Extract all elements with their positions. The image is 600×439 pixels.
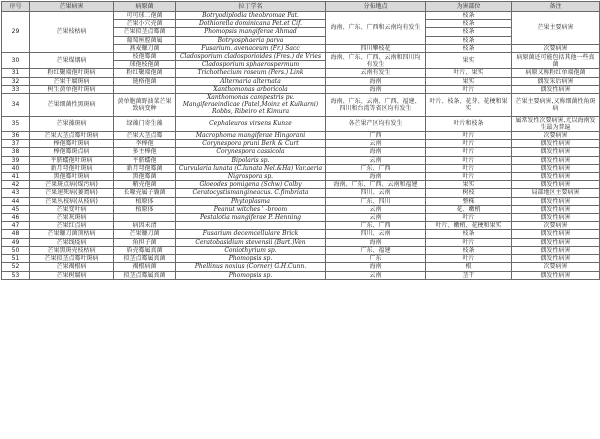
row-latin: Alternaria alternata bbox=[176, 77, 326, 85]
row-latin: Cladosporium cladosporioides (Fres.) de Vries bbox=[176, 53, 326, 61]
row-disease: 芒果丛枝病(从枝病) bbox=[30, 197, 114, 205]
table-row bbox=[2, 148, 600, 156]
row-part: 枝条 bbox=[426, 230, 512, 238]
row-location: 广东 bbox=[326, 255, 426, 263]
row-location: 广东、福建 bbox=[326, 246, 426, 254]
row-disease: 芒果煤烟病 bbox=[30, 53, 114, 69]
row-remark: 偶发性病害 bbox=[512, 197, 600, 205]
row-latin: Peanut witches ' -broom bbox=[176, 205, 326, 213]
row-remark: 芒果主要病害 bbox=[512, 12, 600, 45]
row-disease: 芒果细菌性黑斑病 bbox=[30, 94, 114, 117]
row-latin: Phellinus noxius (Corner) G.H.Cunn. bbox=[176, 263, 326, 271]
row-remark: 偶发性病害 bbox=[512, 173, 600, 181]
row-latin: Corynespora pruni Berk & Curt bbox=[176, 140, 326, 148]
row-latin: Ceratobasidium stevensii (Burt.)Ven bbox=[176, 238, 326, 246]
row-part: 枝条 bbox=[426, 44, 512, 52]
row-pathogen: 褐根病菌 bbox=[114, 263, 176, 271]
row-part: 花、嫩梢 bbox=[426, 205, 512, 213]
row-disease: 树生黄单孢叶斑病 bbox=[30, 85, 114, 93]
row-pathogen: 绿藻门寄生藻 bbox=[114, 116, 176, 131]
col-location: 分布地点 bbox=[326, 2, 426, 12]
row-remark: 偶发性病害 bbox=[512, 205, 600, 213]
table-row bbox=[2, 214, 600, 222]
row-remark: 偶发性病害 bbox=[512, 164, 600, 172]
table-row bbox=[2, 189, 600, 197]
row-pathogen bbox=[114, 214, 176, 222]
row-disease: 棒孢霉叶斑病 bbox=[30, 140, 114, 148]
row-location: 云南 bbox=[326, 140, 426, 148]
row-no: 35 bbox=[2, 116, 30, 131]
row-remark: 偶发采后病害 bbox=[512, 77, 600, 85]
row-remark: 偶发性病害 bbox=[512, 214, 600, 222]
row-part: 叶片 bbox=[426, 173, 512, 181]
table-row bbox=[2, 164, 600, 172]
row-no: 47 bbox=[2, 222, 30, 230]
row-part: 叶片 bbox=[426, 255, 512, 263]
row-no: 48 bbox=[2, 230, 30, 238]
row-location: 四川、云南 bbox=[326, 189, 426, 197]
row-remark: 次要病害 bbox=[512, 222, 600, 230]
row-location: 四川攀枝花 bbox=[326, 44, 426, 52]
row-no: 53 bbox=[2, 271, 30, 279]
row-no: 43 bbox=[2, 189, 30, 197]
row-part: 叶片、果实 bbox=[426, 69, 512, 77]
row-disease: 平脐蠕孢叶斑病 bbox=[30, 156, 114, 164]
row-part: 树枝 bbox=[426, 189, 512, 197]
row-location: 云南有发生 bbox=[326, 69, 426, 77]
row-no: 40 bbox=[2, 164, 30, 172]
row-latin: Phomopsis sp. bbox=[176, 271, 326, 279]
row-location: 海南 bbox=[326, 263, 426, 271]
row-pathogen: 鞘壳孢菌 bbox=[114, 181, 176, 189]
row-latin: Trichothecium roseum (Pers.) Link bbox=[176, 69, 326, 77]
row-latin: Pestalotia mangiferae P. Henning bbox=[176, 214, 326, 222]
row-disease: 芒果灰斑病 bbox=[30, 214, 114, 222]
row-latin: Cephaleuros virsens Kunze bbox=[176, 116, 326, 131]
row-remark: 偶发性病害 bbox=[512, 246, 600, 254]
row-pathogen: 植原体 bbox=[114, 197, 176, 205]
row-latin: Botryodiplodia theobromae Pat. bbox=[176, 12, 326, 20]
row-location: 云南 bbox=[326, 156, 426, 164]
table-row bbox=[2, 181, 600, 189]
row-part: 果实 bbox=[426, 77, 512, 85]
row-no: 42 bbox=[2, 181, 30, 189]
row-part: 叶片 bbox=[426, 132, 512, 140]
row-part: 茎干 bbox=[426, 271, 512, 279]
row-latin: Nigrospora sp. bbox=[176, 173, 326, 181]
row-remark: 病原又称粉红单端孢菌 bbox=[512, 69, 600, 77]
row-location: 云南 bbox=[326, 214, 426, 222]
row-remark: 偶发性病害 bbox=[512, 255, 600, 263]
col-part: 为害部位 bbox=[426, 2, 512, 12]
row-pathogen: 可可球二孢菌 bbox=[114, 12, 176, 20]
row-disease: 芒果褐根病 bbox=[30, 263, 114, 271]
col-remark: 备注 bbox=[512, 2, 600, 12]
row-part: 根 bbox=[426, 263, 512, 271]
row-latin: Fusarium decemcellulare Brick bbox=[176, 230, 326, 238]
row-location: 海南、广东、云南、广西、福建、四川和台湾等省区均有发生 bbox=[326, 94, 426, 117]
table-row bbox=[2, 246, 600, 254]
table-row bbox=[2, 255, 600, 263]
row-latin bbox=[176, 222, 326, 230]
table-row bbox=[2, 132, 600, 140]
row-pathogen bbox=[114, 85, 176, 93]
row-latin: Curvularia lunata (C.lunata Nel.&Ha) Var.aeria bbox=[176, 164, 326, 172]
row-disease: 芒果速死病(萎蔫病) bbox=[30, 189, 114, 197]
disease-table bbox=[1, 1, 600, 280]
row-latin: Phomopsis mangiferae Ahmad bbox=[176, 28, 326, 36]
row-part: 叶片、嫩梢、花梗和果实 bbox=[426, 222, 512, 230]
row-disease: 新月弯孢叶斑病 bbox=[30, 164, 114, 172]
row-latin: Gloeodes pomigena (Schw) Colby bbox=[176, 181, 326, 189]
row-remark: 次要病害 bbox=[512, 132, 600, 140]
row-pathogen: 李棒孢 bbox=[114, 140, 176, 148]
row-remark: 属常发性次要病害,尤以海南发生最为普遍 bbox=[512, 116, 600, 131]
row-location: 海南 bbox=[326, 85, 426, 93]
row-no: 36 bbox=[2, 132, 30, 140]
row-no: 46 bbox=[2, 214, 30, 222]
row-disease: 芒果红点病 bbox=[30, 222, 114, 230]
row-latin: Corynespora cassicola bbox=[176, 148, 326, 156]
row-location: 海南 bbox=[326, 238, 426, 246]
table-row bbox=[2, 156, 600, 164]
col-no: 序号 bbox=[2, 2, 30, 12]
row-pathogen: 芒果镰刀菌 bbox=[114, 230, 176, 238]
row-latin: Macrophoma mangiferae Hingorani bbox=[176, 132, 326, 140]
col-pathogen: 病原菌 bbox=[114, 2, 176, 12]
row-pathogen: 拟茎点霉属真菌 bbox=[114, 255, 176, 263]
header-row bbox=[2, 2, 600, 12]
row-no: 37 bbox=[2, 140, 30, 148]
row-no: 52 bbox=[2, 263, 30, 271]
row-remark: 偶发性病害 bbox=[512, 85, 600, 93]
table-row bbox=[2, 173, 600, 181]
row-latin: Phomopsis sp. bbox=[176, 255, 326, 263]
table-row bbox=[2, 222, 600, 230]
row-no: 49 bbox=[2, 238, 30, 246]
row-pathogen: 黑孢霉菌 bbox=[114, 173, 176, 181]
row-no: 41 bbox=[2, 173, 30, 181]
row-part: 叶片 bbox=[426, 85, 512, 93]
row-location: 海南、广东、广西和云南均有发生 bbox=[326, 12, 426, 45]
row-latin: Phytoplasma bbox=[176, 197, 326, 205]
col-latin: 拉丁学名 bbox=[176, 2, 326, 12]
table-row bbox=[2, 140, 600, 148]
row-latin: Dothiorella dominicana Pet.et Cif. bbox=[176, 20, 326, 28]
row-disease: 芒果变叶病 bbox=[30, 205, 114, 213]
row-part: 叶片 bbox=[426, 214, 512, 222]
row-latin: Fusarium. avenaceum (Fr.) Sacc bbox=[176, 44, 326, 52]
row-pathogen: 枝孢霉菌 bbox=[114, 53, 176, 61]
row-location: 广东、广西 bbox=[326, 222, 426, 230]
row-pathogen: 平脐蠕孢 bbox=[114, 156, 176, 164]
row-latin: Ceratocystismangineacus. C.fimbriata bbox=[176, 189, 326, 197]
row-pathogen: 芒果大茎点霉 bbox=[114, 132, 176, 140]
row-disease: 芒果黑斑壳枝枯病 bbox=[30, 246, 114, 254]
row-no: 45 bbox=[2, 205, 30, 213]
row-remark: 次要病害 bbox=[512, 263, 600, 271]
row-remark: 次要病害 bbox=[512, 44, 600, 52]
row-remark: 偶发性病害 bbox=[512, 148, 600, 156]
row-no: 33 bbox=[2, 85, 30, 93]
row-latin: Coniothyrium sp. bbox=[176, 246, 326, 254]
row-remark: 偶发性病害 bbox=[512, 140, 600, 148]
row-part: 枝条 bbox=[426, 36, 512, 44]
row-disease: 粉红聚端孢叶斑病 bbox=[30, 69, 114, 77]
row-part: 枝条 bbox=[426, 28, 512, 36]
row-remark: 局部地区主要病害 bbox=[512, 189, 600, 197]
row-remark: 偶发性病害 bbox=[512, 271, 600, 279]
row-no: 50 bbox=[2, 246, 30, 254]
row-remark: 病原菌还可能包括其他一些真菌 bbox=[512, 53, 600, 69]
table-row bbox=[2, 263, 600, 271]
row-pathogen: 葡萄座腔菌属 bbox=[114, 36, 176, 44]
row-part: 叶片 bbox=[426, 156, 512, 164]
table-row bbox=[2, 85, 600, 93]
row-part: 叶片 bbox=[426, 140, 512, 148]
row-location: 云南 bbox=[326, 205, 426, 213]
row-location: 海南 bbox=[326, 148, 426, 156]
row-remark: 偶发性病害 bbox=[512, 181, 600, 189]
row-disease: 芒果镰刀菌顶枯病 bbox=[30, 230, 114, 238]
row-pathogen: 多主棒孢 bbox=[114, 148, 176, 156]
row-part: 枝条 bbox=[426, 20, 512, 28]
row-location: 海南、广东、广西、云南和四川均有发生 bbox=[326, 53, 426, 69]
row-pathogen: 燕麦镰刀菌 bbox=[114, 44, 176, 52]
row-location: 广东、广西 bbox=[326, 164, 426, 172]
row-disease: 芒果斑点病(煤污病) bbox=[30, 181, 114, 189]
row-latin: Cladosporium sphaerospermum bbox=[176, 61, 326, 69]
row-disease: 芒果藻斑病 bbox=[30, 116, 114, 131]
row-disease: 芒果干腐斑病 bbox=[30, 77, 114, 85]
row-part: 叶片和枝条 bbox=[426, 116, 512, 131]
row-location: 海南、广东、广西、云南和福建 bbox=[326, 181, 426, 189]
row-no: 51 bbox=[2, 255, 30, 263]
row-location: 各芒果产区均有发生 bbox=[326, 116, 426, 131]
table-row bbox=[2, 53, 600, 61]
row-pathogen: 长喙壳属子囊菌 bbox=[114, 189, 176, 197]
row-no: 31 bbox=[2, 69, 30, 77]
row-location: 四川、云南 bbox=[326, 230, 426, 238]
row-no: 39 bbox=[2, 156, 30, 164]
row-part: 整株 bbox=[426, 197, 512, 205]
table-row bbox=[2, 116, 600, 131]
table-row bbox=[2, 271, 600, 279]
row-pathogen: 链格孢菌 bbox=[114, 77, 176, 85]
row-part: 叶片 bbox=[426, 148, 512, 156]
table-row bbox=[2, 12, 600, 20]
row-pathogen: 新月弯孢霉菌 bbox=[114, 164, 176, 172]
row-location: 海南 bbox=[326, 77, 426, 85]
table-row bbox=[2, 238, 600, 246]
row-no: 30 bbox=[2, 53, 30, 69]
row-remark: 芒果主要病害,又称细菌性角斑病 bbox=[512, 94, 600, 117]
row-remark: 偶发性病害 bbox=[512, 238, 600, 246]
table-row bbox=[2, 94, 600, 117]
row-no: 38 bbox=[2, 148, 30, 156]
table-row bbox=[2, 69, 600, 77]
table-row bbox=[2, 197, 600, 205]
row-no: 32 bbox=[2, 77, 30, 85]
row-pathogen: 盾壳霉属真菌 bbox=[114, 246, 176, 254]
row-location: 广西 bbox=[326, 132, 426, 140]
row-location: 云南 bbox=[326, 271, 426, 279]
row-pathogen: 植原体 bbox=[114, 205, 176, 213]
row-part: 叶片 bbox=[426, 164, 512, 172]
row-part: 叶片、枝条、花芽、花梗和果实 bbox=[426, 94, 512, 117]
table-row bbox=[2, 230, 600, 238]
row-part: 枝条 bbox=[426, 246, 512, 254]
row-disease: 芒果线疫病 bbox=[30, 238, 114, 246]
row-latin: Bipolaris sp. bbox=[176, 156, 326, 164]
row-part: 果实 bbox=[426, 53, 512, 69]
row-remark: 偶发性病害 bbox=[512, 230, 600, 238]
row-no: 29 bbox=[2, 12, 30, 53]
row-latin: Xanthomonas campestris pv. Mangiferaeindicae (Patel,Moinz et Kulkarni) Robbs, Ribeiro et Kimura bbox=[176, 94, 326, 117]
row-location: 广东、四川 bbox=[326, 197, 426, 205]
row-part: 叶片 bbox=[426, 238, 512, 246]
row-disease: 芒果树腐病 bbox=[30, 271, 114, 279]
row-pathogen: 芒果拟茎点霉菌 bbox=[114, 28, 176, 36]
row-part: 枝条 bbox=[426, 12, 512, 20]
table-row bbox=[2, 77, 600, 85]
row-latin: Botryosphaeria parva bbox=[176, 36, 326, 44]
row-pathogen: 芒果小穴壳菌 bbox=[114, 20, 176, 28]
row-pathogen: 粉红聚端孢菌 bbox=[114, 69, 176, 77]
row-pathogen: 角担子菌 bbox=[114, 238, 176, 246]
row-pathogen: 黄单胞菌野油菜芒果致病变种 bbox=[114, 94, 176, 117]
row-disease: 黑孢霉叶斑病 bbox=[30, 173, 114, 181]
col-disease: 芒果病害 bbox=[30, 2, 114, 12]
row-pathogen: 球孢枝孢菌 bbox=[114, 61, 176, 69]
row-location: 海南 bbox=[326, 173, 426, 181]
row-no: 44 bbox=[2, 197, 30, 205]
row-disease: 芒果大茎点霉叶斑病 bbox=[30, 132, 114, 140]
row-disease: 棒孢霉斑点病 bbox=[30, 148, 114, 156]
row-pathogen: 拟茎点霉属真菌 bbox=[114, 271, 176, 279]
table-row bbox=[2, 205, 600, 213]
row-latin: Xanthomonas arboricola bbox=[176, 85, 326, 93]
row-pathogen: 病因未清 bbox=[114, 222, 176, 230]
row-remark: 偶发性病害 bbox=[512, 156, 600, 164]
row-disease: 芒果枝枯病 bbox=[30, 12, 114, 53]
row-disease: 芒果拟茎点霉叶斑病 bbox=[30, 255, 114, 263]
row-no: 34 bbox=[2, 94, 30, 117]
row-part: 果实 bbox=[426, 181, 512, 189]
